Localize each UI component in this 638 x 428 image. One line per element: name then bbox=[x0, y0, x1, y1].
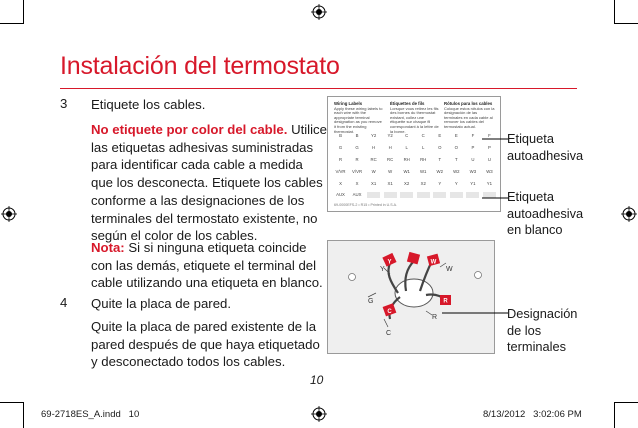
crop-mark bbox=[23, 0, 24, 24]
title-divider bbox=[60, 88, 577, 89]
step-body-line: que los desconecta. Etiquete los cables bbox=[91, 175, 323, 191]
crop-mark bbox=[0, 402, 24, 403]
step-body-line: según el color de los cables. bbox=[91, 228, 258, 244]
svg-text:R: R bbox=[443, 298, 448, 305]
svg-text:Y: Y bbox=[380, 266, 385, 273]
terminal-leader-line bbox=[430, 300, 510, 320]
wall-plate-drawing bbox=[328, 241, 494, 353]
callout-terminal-designation: Designación de los terminales bbox=[507, 306, 578, 355]
registration-mark-icon bbox=[311, 4, 327, 20]
step-number: 4 bbox=[60, 295, 68, 310]
step-body-line: las etiquetas adhesivas suministradas bbox=[91, 139, 314, 155]
page-title: Instalación del termostato bbox=[60, 52, 340, 80]
svg-text:R: R bbox=[432, 314, 438, 321]
label-row: G G H H L L O O P P bbox=[338, 145, 491, 150]
slug-filename: 69-2718ES_A.indd 10 bbox=[41, 409, 140, 420]
crop-mark bbox=[614, 402, 615, 428]
registration-mark-icon bbox=[1, 206, 17, 222]
svg-text:G: G bbox=[368, 298, 374, 305]
step-body-line: pared después de que haya etiquetado bbox=[91, 336, 320, 352]
note-text: Si si ninguna etiqueta coincide bbox=[124, 240, 307, 255]
warning-bold-text: No etiquete por color del cable. bbox=[91, 122, 288, 137]
crop-mark bbox=[614, 23, 638, 24]
callout-blank-label: Etiqueta autoadhesiva en blanco bbox=[507, 189, 584, 238]
note bbox=[91, 239, 307, 257]
label-row: X X X1 X1 X2 X2 Y Y Y1 Y1 bbox=[339, 181, 493, 186]
step-warning bbox=[91, 121, 327, 139]
crop-mark bbox=[614, 0, 615, 24]
slug-date: 8/13/2012 3:02:06 PM bbox=[483, 409, 582, 420]
warning-text: Utilice bbox=[291, 122, 327, 137]
step-heading: Etiquete los cables. bbox=[91, 97, 206, 112]
svg-text:C: C bbox=[387, 309, 392, 315]
svg-text:C: C bbox=[386, 330, 392, 337]
note-label: Nota: bbox=[91, 240, 125, 255]
registration-mark-icon bbox=[621, 206, 637, 222]
step-number: 3 bbox=[60, 96, 68, 111]
label-row: AUX AUX bbox=[334, 192, 496, 198]
step-heading: Quite la placa de pared. bbox=[91, 296, 232, 311]
svg-text:W: W bbox=[446, 266, 453, 273]
sheet-col-en: Wiring Labels Apply these wiring labels to each wire with the appropriate terminal designation as you remove it from the existing thermostat. bbox=[334, 101, 383, 134]
note-line: con las demás, etiquete el terminal del bbox=[91, 257, 317, 273]
wire-tag-icon bbox=[407, 252, 420, 265]
svg-text:Y: Y bbox=[387, 259, 392, 266]
sheet-col-es: Rótulos para los cables Coloque estos rótulos con la designación de las terminales en cada cable al remover los cables del termostato actual. bbox=[444, 101, 495, 129]
step-body-line: Quite la placa de pared existente de la bbox=[91, 319, 317, 334]
note-line: cable utilizando una etiqueta en blanco. bbox=[91, 275, 323, 291]
registration-mark-icon bbox=[311, 406, 327, 422]
crop-mark bbox=[23, 402, 24, 428]
wall-plate-illustration bbox=[327, 240, 495, 354]
wire-label-sheet bbox=[327, 96, 501, 212]
label-row: B B Y2 Y2 C C E E F F bbox=[339, 133, 491, 138]
step-body-line: para identificar cada cable a medida bbox=[91, 157, 303, 173]
callout-adhesive-label: Etiqueta autoadhesiva bbox=[507, 131, 584, 163]
label-row: R R RC RC RH RH T T U U bbox=[338, 157, 491, 162]
svg-text:W: W bbox=[430, 259, 437, 266]
step-body-line: y desconectado todos los cables. bbox=[91, 354, 286, 370]
callout-leader-lines bbox=[480, 125, 510, 220]
crop-mark bbox=[0, 23, 24, 24]
sheet-col-fr: Étiquettes de fils Lorsque vous retirez les fils des bornes du thermostat existant, collez une étiquette sur chaque fil correspondant à la lettre de la borne. bbox=[390, 101, 439, 134]
step-body-line: conforme a las designaciones de los bbox=[91, 192, 305, 208]
page-number: 10 bbox=[310, 373, 324, 387]
crop-mark bbox=[614, 402, 638, 403]
step-body-line: terminales del termostato existente, no bbox=[91, 210, 318, 226]
sheet-footer: 69-0000EFS-2 • R15 • Printed in U.S.A. bbox=[334, 203, 398, 207]
label-row: V/VR V/VR W W W1 W1 W2 W2 W3 W3 bbox=[335, 169, 493, 174]
